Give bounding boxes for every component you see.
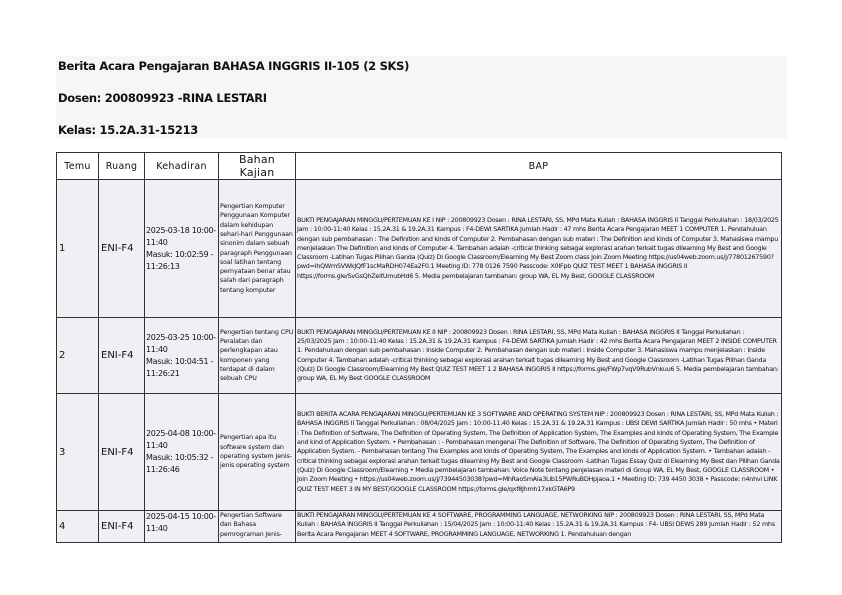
study-material-cell: Pengertian apa itu software system dan operating system Jenis-jenis operating system: [219, 394, 296, 511]
schedule-time: 2025-04-08 10:00-11:40: [146, 429, 216, 450]
meeting-number: 1: [57, 180, 99, 318]
column-header-temu: Temu: [57, 153, 99, 180]
bap-cell: BUKTI PENGAJARAN MINGGU/PERTEMUAN KE I NIP : 200809923 Dosen : RINA LESTARI, SS, MPd Mata Kuliah : BAHASA INGGRIS II Tanggal Perkuliahan : 18/03/2025 Jam : 10:00-11:40 Kelas : 15.2A.31 & 19.2A.31 Kampus : F4-DEWI SARTIKA Jumlah Hadir : 47 mhs Berita Acara Pengajaran MEET 1 COMPUTER 1. Pendahuluan dengan sub pembahasan : The Definition and kinds of Computer 2. Pembahasan dengan sub materi : The Definition and kinds of Computer 3. Mahasiswa mampu menjelaskan The Definition and kinds of Computer 4. Tambahan adalah -critical thinking sebagai explorasi arahan terkait tugas dilearning My Best and Google Classroom -Latihan Tugas Pilihan Ganda (Quiz) Di Google Classroom/Elearning My Best Zoom class Join Zoom Meeting https://us04web.zoom.us/j/77801267590?pwd=IhQWmSVWkJQfF1scMaRDH074Ea2F0.1 Meeting ID: 778 0126 7590 Passcode: X0IFpb QUIZ TEST MEET 1 BAHASA INGGRIS II https://forms.gle/SvGsQhZeitUmubHd6 5. Media pembelajaran tambahan: group WA, EL My Best, GOOGLE CLASSROOM: [296, 180, 782, 318]
column-header-bap: BAP: [296, 153, 782, 180]
attendance-cell: [145, 180, 219, 318]
attendance-cell: [145, 394, 219, 511]
study-material-cell: Pengertian Komputer Penggunaan Komputer dalam kehidupan sehari-hari Penggunaan sinonim dalam sebuah paragraph Penggunaan soal latihan tentang pernyataan benar atau salah dari paragraph tentang komputer: [219, 180, 296, 318]
meeting-number: 3: [57, 394, 99, 511]
study-material-cell: Pengertian Software dan Bahasa pemrograman Jenis-: [219, 511, 296, 543]
table-header-row: [57, 153, 782, 180]
meeting-number: 2: [57, 318, 99, 394]
table-row: [57, 394, 782, 511]
room-cell: ENI-F4: [99, 318, 145, 394]
bap-cell: BUKTI BERITA ACARA PENGAJARAN MINGGU/PERTEMUAN KE 3 SOFTWARE AND OPERATING SYSTEM NIP : 200809923 Dosen : RINA LESTARI, SS, MPd Mata Kuliah : BAHASA INGGRIS II Tanggal Perkuliahan : 08/04/2025 Jam : 10:00-11:40 Kelas : 15.2A.31 & 19.2A.31 Kampus : UBSI DEWI SARTIKA Jumlah Hadir : 50 mhs • Materi : The Definition of Software, The Definition of Operating System, The Definition of Application System, The Examples and kinds of Operating System, The Example and kind of Application System. • Pembahasan : - Pembahasan mengenai The Definition of Software, The Definition of Operating System, The Definition of Application System. - Pembahasan tentang The Examples and kinds of Operating System, The Examples and kinds of Application System. • Tambahan adalah -critical thinking sebagai explorasi arahan terkait tugas dilearning My Best and Google Classroom -Latihan Tugas Essay Quiz di Elearning My Best dan Pilihan Ganda (Quiz) Di Google Classroom/Elearning • Media pembelajaran tambahan: Voice Note tentang penjelasan materi di Group WA, EL My Best, GOOGLE CLASSROOM • Join Zoom Meeting • https://us04web.zoom.us/j/73944503038?pwd=MhRaoSmAIa3Lib15PWRuBDHpjaoa.1 • Meeting ID: 739 4450 3038 • Passcode: n4nhvi LINK QUIZ TEST MEET 3 IN MY BEST/GOOGLE CLASSROOM https://forms.gle/qxf8Jhmh17xkGTA6P9: [296, 394, 782, 511]
attendance-cell: [145, 511, 219, 543]
bap-cell: BUKTI PENGAJARAN MINGGU/PERTEMUAN KE II NIP : 200809923 Dosen : RINA LESTARI, SS, MPd Mata Kuliah : BAHASA INGGRIS II Tanggal Perkuliahan : 25/03/2025 Jam : 10:00-11:40 Kelas : 15.2A.31 & 19.2A.31 Kampus : F4-DEWI SARTIKA Jumlah Hadir : 42 mhs Berita Acara Pengajaran MEET 2 INSIDE COMPUTER 1. Pendahuluan dengan sub pembahasan : Inside Computer 2. Pembahasan dengan sub materi : Inside Computer 3. Mahasiswa mampu menjelaskan : Inside Computer 4. Tambahan adalah -critical thinking sebagai explorasi arahan terkait tugas dilearning My Best and Google Classroom -Latihan Tugas Pilihan Ganda (Quiz) Di Google Classroom/Elearning My Best QUIZ TEST MEET 1 2 BAHASA INGGRIS II https://forms.gle/FWp7vqV9RubVnkuu6 5. Media pembelajaran tambahan: group WA, EL My Best GOOGLE CLASSROOM: [296, 318, 782, 394]
room-cell: ENI-F4: [99, 511, 145, 543]
check-in-time: Masuk: 10:04:51 - 11:26:21: [146, 356, 214, 378]
check-in-time: Masuk: 10:02:59 - 11:26:13: [146, 249, 214, 271]
table-row: [57, 318, 782, 394]
report-header: [56, 56, 787, 138]
check-in-time: Masuk: 10:05:32 - 11:26:46: [146, 453, 214, 474]
column-header-ruang: Ruang: [99, 153, 145, 180]
teaching-report-table: [56, 152, 782, 543]
meeting-number: 4: [57, 511, 99, 543]
schedule-time: 2025-04-15 10:00-11:40: [146, 512, 216, 533]
room-cell: ENI-F4: [99, 394, 145, 511]
bap-cell: BUKTI PENGAJARAN MINGGU/PERTEMUAN KE 4 SOFTWARE, PROGRAMMING LANGUAGE, NETWORKING NIP : 200809923 Dosen : RINA LESTARI, SS, MPd Mata Kuliah : BAHASA INGGRIS II Tanggal Perkuliahan : 15/04/2025 Jam : 10:00-11:40 Kelas : 15.2A.31 & 19.2A.31 Kampus : F4- UBSI DEWS 289 Jumlah Hadir : 52 mhs Berita Acara Pengajaran MEET 4 SOFTWARE, PROGRAMMING LANGUAGE, NETWORKING 1. Pendahuluan dengan: [296, 511, 782, 543]
schedule-time: 2025-03-25 10:00-11:40: [146, 332, 216, 354]
attendance-cell: [145, 318, 219, 394]
table-row: [57, 511, 782, 543]
table-row: [57, 180, 782, 318]
class-line: Kelas: 15.2A.31-15213: [58, 123, 198, 137]
lecturer-line: Dosen: 200809923 -RINA LESTARI: [58, 91, 267, 105]
study-material-cell: Pengertian tentang CPU Peralatan dan perlengkapan atau komponen yang terdapat di dalam sebuah CPU: [219, 318, 296, 394]
column-header-bahan-kajian: Bahan Kajian: [219, 153, 296, 180]
room-cell: ENI-F4: [99, 180, 145, 318]
report-title: Berita Acara Pengajaran BAHASA INGGRIS II-105 (2 SKS): [58, 59, 410, 73]
schedule-time: 2025-03-18 10:00-11:40: [146, 225, 216, 247]
column-header-kehadiran: Kehadiran: [145, 153, 219, 180]
